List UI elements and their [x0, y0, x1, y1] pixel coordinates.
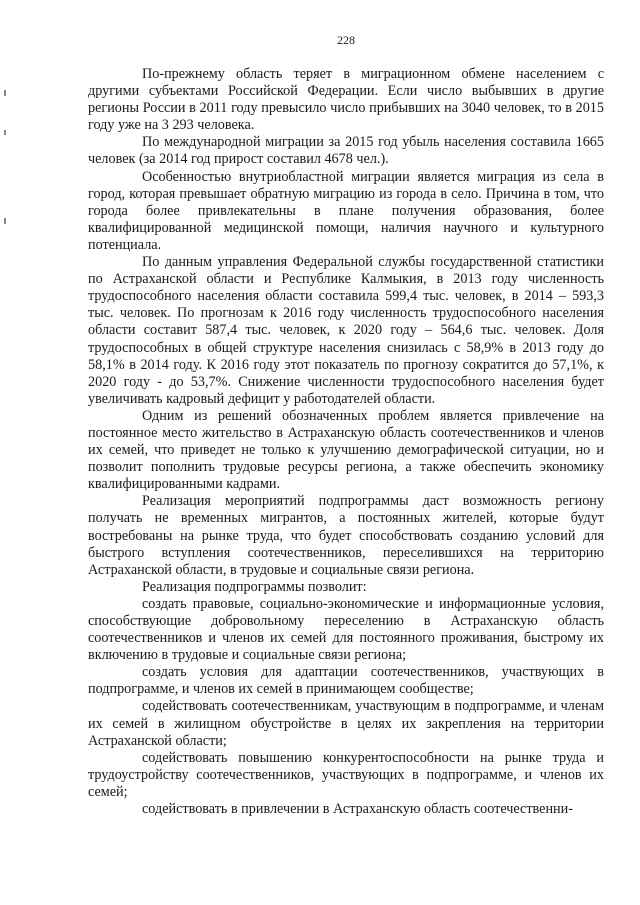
body-text [88, 66, 604, 818]
scan-mark [4, 90, 6, 96]
paragraph: По-прежнему область теряет в миграционном обмене населением с другими субъектами Российской Федерации. Если число выбывших в другие регионы России в 2011 году превысило число прибывших на 3040 человек, то в 2015 году уже на 3 293 человека. [88, 66, 604, 134]
scan-mark [4, 218, 6, 224]
paragraph: Реализация мероприятий подпрограммы даст возможность региону получать не временных мигрантов, а постоянных жителей, которые будут востребованы на рынке труда, что будет способствовать созданию условий для быстрого вступления соотечественников, переселившихся на территорию Астраханской области, в трудовые и социальные связи региона. [88, 493, 604, 578]
paragraph: Особенностью внутриобластной миграции является миграция из села в город, которая превышает обратную миграцию из города в село. Причина в том, что города более привлекательны в плане получения образования, более квалифицированной медицинской помощи, наличия научного и культурного потенциала. [88, 168, 604, 253]
list-item: содействовать повышению конкурентоспособности на рынке труда и трудоустройству соотечественников, участвующих в подпрограмме, и членов их семей; [88, 749, 604, 800]
paragraph: Одним из решений обозначенных проблем является привлечение на постоянное место жительство в Астраханскую область соотечественников и членов их семей, что приведет не только к улучшению демографической ситуации, но и позволит пополнить трудовые ресурсы региона, а также обеспечить экономику квалифицированными кадрами. [88, 407, 604, 493]
scan-mark [4, 130, 6, 135]
page-number: 228 [337, 33, 355, 47]
paragraph: По данным управления Федеральной службы государственной статистики по Астраханской области и Республике Калмыкия, в 2013 году численность трудоспособного населения области составила 599,4 тыс. человек, в 2014 – 593,3 тыс. человек. По прогнозам к 2016 году численность трудоспособного населения области составит 587,4 тыс. человек, к 2020 году – 564,6 тыс. человек. Доля трудоспособных в общей структуре населения снизилась с 58,9% в 2013 году до 58,1% в 2014 году. К 2016 году этот показатель по прогнозу сократится до 57,1%, к 2020 году - до 53,7%. Снижение численности трудоспособного населения будет увеличивать кадровый дефицит у работодателей области. [88, 254, 604, 407]
paragraph: По международной миграции за 2015 год убыль населения составила 1665 человек (за 2014 год прирост составил 4678 чел.). [88, 134, 604, 168]
list-item: содействовать в привлечении в Астраханскую область соотечественни- [142, 801, 573, 818]
list-item: создать правовые, социально-экономические и информационные условия, способствующие добровольному переселению в Астраханскую область соотечественников и членов их семей для постоянного проживания, быстрому их включению в трудовые и социальные связи региона; [88, 595, 604, 664]
list-item: содействовать соотечественникам, участвующим в подпрограмме, и членам их семей в жилищном обустройстве в целях их закрепления на территории Астраханской области; [88, 698, 604, 749]
list-item: создать условия для адаптации соотечественников, участвующих в подпрограмме, и членов их семей в принимающем сообществе; [88, 664, 604, 698]
paragraph: Реализация подпрограммы позволит: [142, 578, 367, 595]
scan-margin-marks [4, 90, 8, 240]
